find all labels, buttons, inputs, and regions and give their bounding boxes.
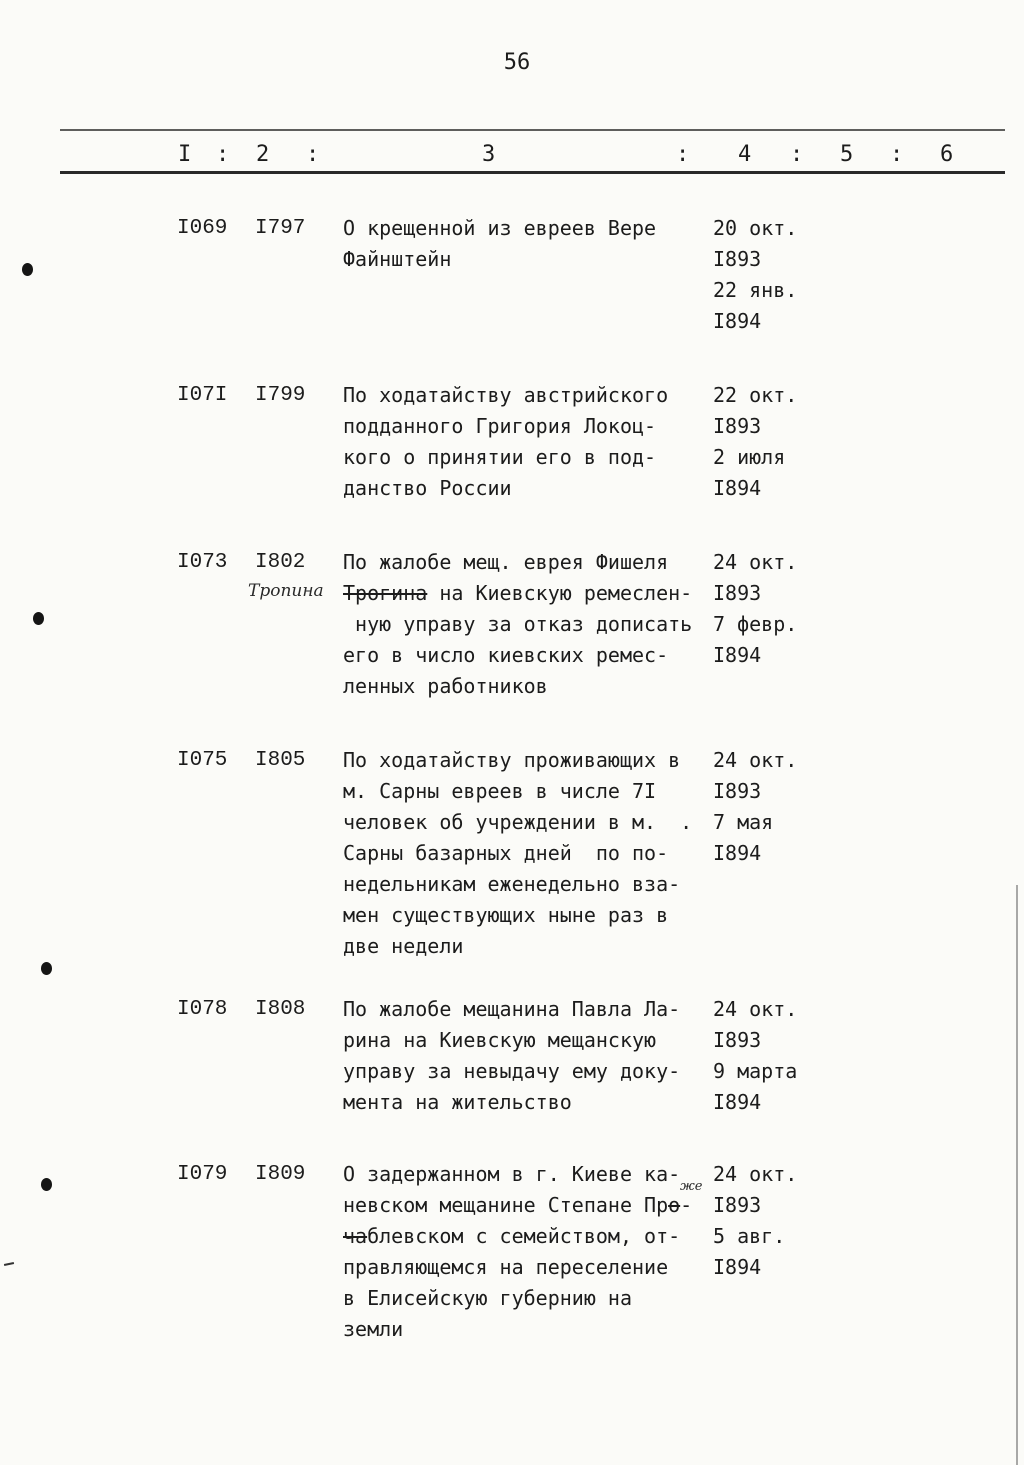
entry-number: I075	[177, 749, 228, 772]
column-header-3: 3	[482, 142, 496, 167]
header-bottom-rule	[60, 171, 1005, 174]
punch-hole	[33, 612, 44, 625]
entry-description: По жалобе мещ. еврея Фишеля Трогина на Киевскую ремеслен- ную управу за отказ дописать его в число киевских ремес- ленных работников	[343, 550, 693, 698]
entry-description: О крещенной из евреев Вере Файнштейн	[343, 216, 657, 271]
entry-number: I07I	[177, 384, 228, 407]
punch-hole	[41, 962, 52, 975]
entry-reference: I808	[255, 998, 306, 1021]
header-top-rule	[60, 129, 1005, 131]
entry-dates: 20 окт. I893 22 янв. I894	[713, 216, 798, 333]
entry-reference: I805	[255, 749, 306, 772]
page-number: 56	[503, 50, 531, 75]
column-header-4: 4	[738, 142, 752, 167]
entry-number: I073	[177, 551, 228, 574]
column-header-5: 5	[840, 142, 854, 167]
struck-word: Трогина	[343, 581, 428, 605]
struck-letters: ча	[343, 1224, 368, 1248]
entry-dates: 22 окт. I893 2 июля I894	[713, 383, 798, 500]
handwritten-correction: Тропина	[248, 581, 324, 601]
entry-dates: 24 окт. I893 7 февр. I894	[713, 550, 798, 667]
column-separator: :	[890, 142, 904, 167]
column-separator: :	[306, 142, 320, 167]
entry-reference: I797	[255, 217, 306, 240]
entry-description: По жалобе мещанина Павла Ла- рина на Киевскую мещанскую управу за невыдачу ему доку- мента на жительство	[343, 997, 681, 1114]
handwritten-correction: же	[680, 1179, 703, 1194]
entry-reference: I799	[255, 384, 306, 407]
page-edge	[1016, 885, 1018, 1465]
struck-letter: о	[668, 1193, 681, 1217]
entry-dates: 24 окт. I893 9 марта I894	[713, 997, 798, 1114]
entry-description: О задержанном в г. Киеве ка- невском мещанине Степане Про- чаблевском с семейством, от- правляющемся на переселение в Елисейскую губернию на земли	[343, 1162, 693, 1341]
punch-hole	[41, 1178, 52, 1191]
column-separator: :	[790, 142, 804, 167]
entry-description: По ходатайству австрийского подданного Григория Локоц- кого о принятии его в под- данство России	[343, 383, 669, 500]
column-separator: :	[216, 142, 230, 167]
punch-hole	[22, 263, 33, 276]
entry-dates: 24 окт. I893 5 авг. I894	[713, 1162, 798, 1279]
entry-number: I079	[177, 1163, 228, 1186]
entry-number: I069	[177, 217, 228, 240]
column-header-6: 6	[940, 142, 954, 167]
column-header-1: I	[178, 142, 192, 167]
column-separator: :	[676, 142, 690, 167]
scan-mark	[4, 1262, 14, 1266]
column-header-2: 2	[256, 142, 270, 167]
entry-reference: I802	[255, 551, 306, 574]
entry-dates: 24 окт. I893 7 мая I894	[713, 748, 798, 865]
entry-reference: I809	[255, 1163, 306, 1186]
entry-number: I078	[177, 998, 228, 1021]
entry-description: По ходатайству проживающих в м. Сарны евреев в числе 7I человек об учреждении в м. . Сарны базарных дней по по- недельникам еженедельно вза- мен существующих ныне раз в две недели	[343, 748, 693, 958]
